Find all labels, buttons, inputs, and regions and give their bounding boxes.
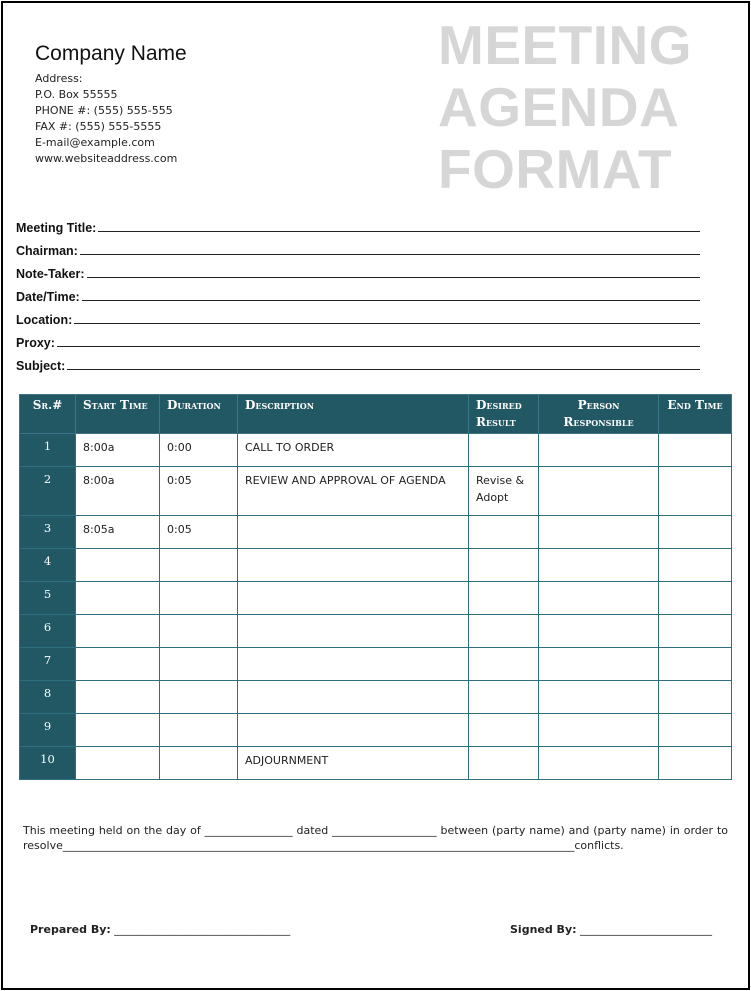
description-cell[interactable]: REVIEW AND APPROVAL OF AGENDA bbox=[238, 467, 469, 516]
description-cell[interactable] bbox=[238, 681, 469, 714]
table-header-row bbox=[20, 395, 732, 434]
fill-line bbox=[82, 287, 700, 301]
table-row bbox=[20, 582, 732, 615]
start-time-cell[interactable] bbox=[76, 747, 160, 780]
row-number: 8 bbox=[20, 681, 76, 714]
description-cell[interactable]: ADJOURNMENT bbox=[238, 747, 469, 780]
end-time-cell[interactable] bbox=[659, 747, 732, 780]
chairman-field[interactable] bbox=[16, 235, 700, 258]
table-row bbox=[20, 549, 732, 582]
row-number: 9 bbox=[20, 714, 76, 747]
person-responsible-cell[interactable] bbox=[539, 615, 659, 648]
prepared-by-line: ________________________________ bbox=[114, 923, 291, 936]
table-row bbox=[20, 434, 732, 467]
header-desired-result: Desired Result bbox=[469, 395, 539, 434]
desired-result-cell[interactable] bbox=[469, 714, 539, 747]
start-time-cell[interactable] bbox=[76, 714, 160, 747]
duration-cell[interactable]: 0:05 bbox=[160, 516, 238, 549]
description-cell[interactable] bbox=[238, 516, 469, 549]
row-number: 4 bbox=[20, 549, 76, 582]
proxy-field[interactable] bbox=[16, 327, 700, 350]
description-cell[interactable] bbox=[238, 714, 469, 747]
duration-cell[interactable] bbox=[160, 582, 238, 615]
fill-line bbox=[80, 241, 700, 255]
date-time-field[interactable] bbox=[16, 281, 700, 304]
end-time-cell[interactable] bbox=[659, 467, 732, 516]
duration-cell[interactable]: 0:00 bbox=[160, 434, 238, 467]
field-label: Meeting Title: bbox=[16, 221, 97, 235]
header-description: Description bbox=[238, 395, 469, 434]
header-start-time: Start Time bbox=[76, 395, 160, 434]
desired-result-cell[interactable] bbox=[469, 747, 539, 780]
website-address: www.websiteaddress.com bbox=[35, 152, 178, 165]
end-time-cell[interactable] bbox=[659, 615, 732, 648]
title-line-3: FORMAT bbox=[438, 138, 673, 200]
person-responsible-cell[interactable] bbox=[539, 747, 659, 780]
table-row bbox=[20, 714, 732, 747]
desired-result-cell[interactable] bbox=[469, 434, 539, 467]
table-row bbox=[20, 747, 732, 780]
fax-number: FAX #: (555) 555-5555 bbox=[35, 120, 162, 133]
end-time-cell[interactable] bbox=[659, 648, 732, 681]
row-number: 5 bbox=[20, 582, 76, 615]
email-address: E-mail@example.com bbox=[35, 136, 155, 149]
table-row bbox=[20, 467, 732, 516]
row-number: 1 bbox=[20, 434, 76, 467]
header-end-time: End Time bbox=[659, 395, 732, 434]
meeting-title-field[interactable] bbox=[16, 212, 700, 235]
person-responsible-cell[interactable] bbox=[539, 714, 659, 747]
prepared-by-label: Prepared By: bbox=[30, 923, 111, 936]
table-row bbox=[20, 681, 732, 714]
header-duration: Duration bbox=[160, 395, 238, 434]
person-responsible-cell[interactable] bbox=[539, 582, 659, 615]
person-responsible-cell[interactable] bbox=[539, 648, 659, 681]
row-number: 6 bbox=[20, 615, 76, 648]
start-time-cell[interactable]: 8:05a bbox=[76, 516, 160, 549]
end-time-cell[interactable] bbox=[659, 549, 732, 582]
start-time-cell[interactable] bbox=[76, 615, 160, 648]
header-person-responsible: Person Responsible bbox=[539, 395, 659, 434]
desired-result-cell[interactable]: Revise & Adopt bbox=[469, 467, 539, 516]
start-time-cell[interactable] bbox=[76, 648, 160, 681]
start-time-cell[interactable] bbox=[76, 582, 160, 615]
row-number: 10 bbox=[20, 747, 76, 780]
address-label: Address: bbox=[35, 72, 83, 85]
description-cell[interactable] bbox=[238, 549, 469, 582]
duration-cell[interactable]: 0:05 bbox=[160, 467, 238, 516]
prepared-by[interactable] bbox=[30, 923, 290, 936]
signed-by-label: Signed By: bbox=[510, 923, 577, 936]
signed-by-line: ________________________ bbox=[580, 923, 713, 936]
row-number: 7 bbox=[20, 648, 76, 681]
desired-result-cell[interactable] bbox=[469, 516, 539, 549]
company-contact bbox=[35, 71, 177, 167]
description-cell[interactable] bbox=[238, 582, 469, 615]
description-cell[interactable] bbox=[238, 615, 469, 648]
person-responsible-cell[interactable] bbox=[539, 434, 659, 467]
agenda-table bbox=[19, 394, 732, 780]
end-time-cell[interactable] bbox=[659, 714, 732, 747]
start-time-cell[interactable] bbox=[76, 681, 160, 714]
person-responsible-cell[interactable] bbox=[539, 549, 659, 582]
header-sr: Sr.# bbox=[20, 395, 76, 434]
desired-result-cell[interactable] bbox=[469, 549, 539, 582]
field-label: Proxy: bbox=[16, 336, 55, 350]
row-number: 3 bbox=[20, 516, 76, 549]
duration-cell[interactable] bbox=[160, 681, 238, 714]
description-cell[interactable]: CALL TO ORDER bbox=[238, 434, 469, 467]
person-responsible-cell[interactable] bbox=[539, 467, 659, 516]
table-row bbox=[20, 648, 732, 681]
fill-line bbox=[98, 218, 700, 232]
fill-line bbox=[87, 264, 700, 278]
desired-result-cell[interactable] bbox=[469, 681, 539, 714]
meeting-statement: This meeting held on the day of ________________ dated ___________________ between (party name) and (party name) in order to resolve_____________________________________________________________________________________________conflicts. bbox=[23, 824, 728, 852]
duration-cell[interactable] bbox=[160, 648, 238, 681]
end-time-cell[interactable] bbox=[659, 681, 732, 714]
desired-result-cell[interactable] bbox=[469, 615, 539, 648]
start-time-cell[interactable] bbox=[76, 549, 160, 582]
end-time-cell[interactable] bbox=[659, 434, 732, 467]
description-cell[interactable] bbox=[238, 648, 469, 681]
document-title bbox=[438, 14, 692, 200]
title-line-2: AGENDA bbox=[438, 76, 680, 138]
field-label: Note-Taker: bbox=[16, 267, 85, 281]
row-number: 2 bbox=[20, 467, 76, 516]
desired-result-cell[interactable] bbox=[469, 582, 539, 615]
company-name: Company Name bbox=[35, 42, 187, 65]
signed-by[interactable] bbox=[510, 923, 712, 936]
end-time-cell[interactable] bbox=[659, 582, 732, 615]
duration-cell[interactable] bbox=[160, 714, 238, 747]
subject-field[interactable] bbox=[16, 350, 700, 373]
end-time-cell[interactable] bbox=[659, 516, 732, 549]
person-responsible-cell[interactable] bbox=[539, 681, 659, 714]
fill-line bbox=[67, 356, 700, 370]
duration-cell[interactable] bbox=[160, 549, 238, 582]
field-label: Chairman: bbox=[16, 244, 78, 258]
start-time-cell[interactable]: 8:00a bbox=[76, 467, 160, 516]
fill-line bbox=[74, 310, 700, 324]
duration-cell[interactable] bbox=[160, 747, 238, 780]
person-responsible-cell[interactable] bbox=[539, 516, 659, 549]
table-row bbox=[20, 516, 732, 549]
start-time-cell[interactable]: 8:00a bbox=[76, 434, 160, 467]
meeting-fields bbox=[16, 212, 700, 373]
field-label: Subject: bbox=[16, 359, 66, 373]
phone-number: PHONE #: (555) 555-555 bbox=[35, 104, 173, 117]
duration-cell[interactable] bbox=[160, 615, 238, 648]
po-box: P.O. Box 55555 bbox=[35, 88, 118, 101]
location-field[interactable] bbox=[16, 304, 700, 327]
table-row bbox=[20, 615, 732, 648]
note-taker-field[interactable] bbox=[16, 258, 700, 281]
desired-result-cell[interactable] bbox=[469, 648, 539, 681]
title-line-1: MEETING bbox=[438, 14, 693, 76]
field-label: Location: bbox=[16, 313, 73, 327]
field-label: Date/Time: bbox=[16, 290, 80, 304]
fill-line bbox=[57, 333, 700, 347]
